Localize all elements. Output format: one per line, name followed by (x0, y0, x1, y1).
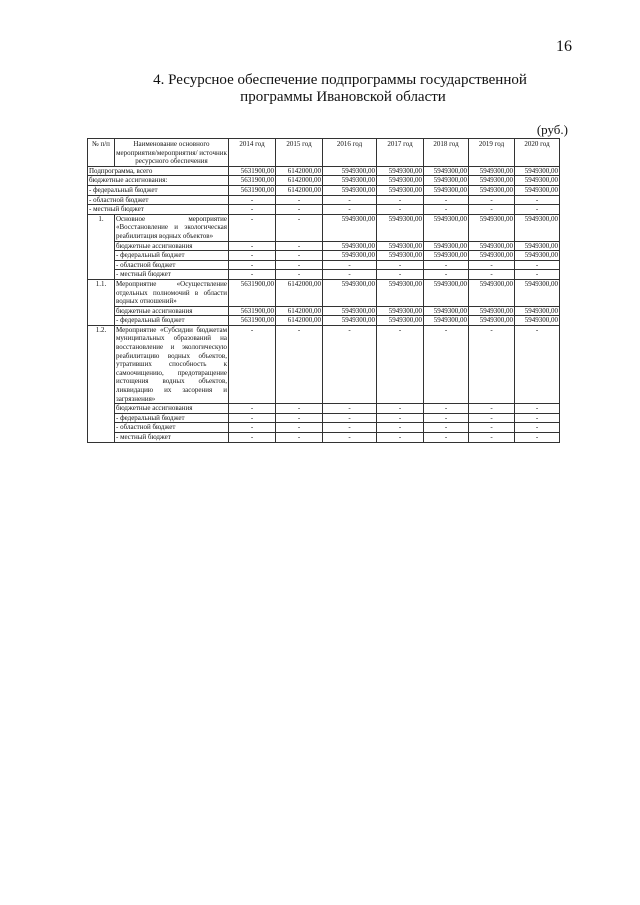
table-cell-value: - (323, 433, 377, 443)
table-cell-value: 5949300,00 (469, 251, 515, 261)
table-cell-value: - (276, 260, 323, 270)
title-line-2: программы Ивановской области (240, 89, 446, 105)
row-label: - местный бюджет (88, 205, 229, 215)
table-cell-value: 5949300,00 (469, 306, 515, 316)
table-cell-value: - (323, 195, 377, 205)
table-cell-value: 5949300,00 (377, 214, 424, 241)
table-subrow (88, 306, 560, 316)
table-subrow (88, 251, 560, 261)
table-cell-value: - (515, 423, 560, 433)
table-cell-value: - (377, 205, 424, 215)
table-cell-value: 5949300,00 (377, 241, 424, 251)
table-cell-value: - (229, 404, 276, 414)
table-cell-value: 5949300,00 (377, 166, 424, 176)
table-cell-value: - (469, 404, 515, 414)
table-cell-value: 5949300,00 (424, 306, 469, 316)
item-row (88, 279, 560, 306)
table-cell-value: - (323, 325, 377, 403)
table-cell-value: - (276, 241, 323, 251)
row-label: - местный бюджет (115, 433, 229, 443)
table-cell-value: 5949300,00 (323, 316, 377, 326)
header-year: 2017 год (377, 139, 424, 167)
table-cell-value: - (424, 205, 469, 215)
table-cell-value: - (323, 423, 377, 433)
table-cell-value: - (323, 260, 377, 270)
table-cell-value: 5949300,00 (515, 166, 560, 176)
table-cell-value: 5949300,00 (424, 251, 469, 261)
table-cell-value: 5949300,00 (424, 316, 469, 326)
table-cell-value: - (469, 423, 515, 433)
section-title (0, 72, 640, 106)
table-cell-value: 5949300,00 (424, 214, 469, 241)
table-cell-value: - (323, 413, 377, 423)
table-cell-value: - (377, 423, 424, 433)
table-cell-value: 5949300,00 (323, 166, 377, 176)
table-cell-value: - (424, 195, 469, 205)
table-cell-value: 6142000,00 (276, 306, 323, 316)
row-label: - федеральный бюджет (115, 251, 229, 261)
summary-row (88, 195, 560, 205)
table-cell-value: 6142000,00 (276, 279, 323, 306)
item-row (88, 325, 560, 403)
header-year: 2015 год (276, 139, 323, 167)
table-cell-value: - (229, 325, 276, 403)
table-cell-value: 5949300,00 (424, 241, 469, 251)
row-label: бюджетные ассигнования: (88, 176, 229, 186)
table-cell-value: 5949300,00 (469, 241, 515, 251)
table-cell-value: 6142000,00 (276, 185, 323, 195)
table-subrow (88, 423, 560, 433)
table-cell-value: 5949300,00 (515, 251, 560, 261)
table-cell-value: - (229, 260, 276, 270)
table-cell-value: 6142000,00 (276, 166, 323, 176)
table-cell-value: 5949300,00 (323, 176, 377, 186)
table-cell-value: - (377, 404, 424, 414)
table-cell-value: - (424, 260, 469, 270)
row-label: - федеральный бюджет (115, 413, 229, 423)
table-cell-value: 5949300,00 (377, 316, 424, 326)
table-cell-value: - (276, 195, 323, 205)
table-cell-value: 5949300,00 (424, 176, 469, 186)
table-cell-value: - (276, 404, 323, 414)
table-cell-value: - (276, 251, 323, 261)
table-cell-value: 5949300,00 (469, 166, 515, 176)
table-cell-value: - (515, 260, 560, 270)
table-cell-value: 5631900,00 (229, 185, 276, 195)
row-label: - областной бюджет (88, 195, 229, 205)
table-cell-value: 5949300,00 (323, 251, 377, 261)
table-cell-value: - (377, 325, 424, 403)
title-line-1: 4. Ресурсное обеспечение подпрограммы государственной (153, 72, 527, 88)
table-cell-value: 5631900,00 (229, 176, 276, 186)
item-row (88, 214, 560, 241)
header-year: 2014 год (229, 139, 276, 167)
table-cell-value: 5949300,00 (515, 279, 560, 306)
table-subrow (88, 260, 560, 270)
table-cell-value: 5949300,00 (424, 166, 469, 176)
header-num: № п/п (88, 139, 115, 167)
table-cell-value: 5949300,00 (323, 214, 377, 241)
item-description: Мероприятие «Субсидии бюджетам муниципальных образований на восстановление и экологическую реабилитацию водных объектов, утративших способность к самоочищению, предотвращение истощения водных объектов, ликвидацию их засорения и загрязнения» (116, 325, 227, 403)
row-label: бюджетные ассигнования (115, 404, 229, 414)
table-cell-value: 5949300,00 (377, 306, 424, 316)
table-cell-value: 5949300,00 (323, 185, 377, 195)
table-cell-value: - (229, 251, 276, 261)
summary-row (88, 176, 560, 186)
summary-row (88, 166, 560, 176)
table-cell-value: 5949300,00 (469, 316, 515, 326)
table-cell-value: - (377, 413, 424, 423)
table-cell-value: - (229, 195, 276, 205)
header-row (88, 139, 560, 167)
table-cell-value: - (229, 433, 276, 443)
summary-row (88, 185, 560, 195)
item-number: 1.1. (88, 279, 115, 325)
table-cell-value: - (515, 325, 560, 403)
table-cell-value: - (515, 205, 560, 215)
table-cell-value: 5949300,00 (469, 185, 515, 195)
table-cell-value: - (469, 413, 515, 423)
table-cell-value: - (377, 433, 424, 443)
table-cell-value: - (276, 325, 323, 403)
table-cell-value: - (323, 205, 377, 215)
table-cell-value: - (424, 423, 469, 433)
table-cell-value: - (276, 214, 323, 241)
table-cell-value: 5949300,00 (323, 306, 377, 316)
table-cell-value: 5949300,00 (377, 251, 424, 261)
header-year: 2019 год (469, 139, 515, 167)
resource-table (87, 138, 560, 443)
table-cell-value: 5949300,00 (377, 176, 424, 186)
row-label: Подпрограмма, всего (88, 166, 229, 176)
page-number: 16 (556, 38, 572, 55)
table-cell-value: 5949300,00 (515, 185, 560, 195)
row-label: - федеральный бюджет (115, 316, 229, 326)
row-label: - местный бюджет (115, 270, 229, 280)
table-cell-value: - (515, 413, 560, 423)
table-cell-value: - (229, 270, 276, 280)
table-cell-value: 5949300,00 (377, 279, 424, 306)
table-cell-value: - (469, 260, 515, 270)
table-cell-value: - (323, 404, 377, 414)
summary-row (88, 205, 560, 215)
table-cell-value: - (377, 270, 424, 280)
row-label: бюджетные ассигнования (115, 241, 229, 251)
header-year: 2018 год (424, 139, 469, 167)
table-cell-value: - (229, 413, 276, 423)
row-label: - областной бюджет (115, 260, 229, 270)
table-cell-value: - (469, 270, 515, 280)
unit-label: (руб.) (536, 122, 568, 137)
table-subrow (88, 413, 560, 423)
table-subrow (88, 316, 560, 326)
table-cell-value: - (229, 205, 276, 215)
table-cell-value: - (229, 241, 276, 251)
table-cell-value: 5949300,00 (424, 185, 469, 195)
table-cell-value: 5949300,00 (515, 316, 560, 326)
header-year: 2016 год (323, 139, 377, 167)
table-cell-value: 5949300,00 (469, 214, 515, 241)
table-cell-value: 5949300,00 (469, 176, 515, 186)
table-cell-value: - (469, 433, 515, 443)
table-cell-value: - (424, 413, 469, 423)
table-cell-value: 5949300,00 (424, 279, 469, 306)
table-cell-value: - (377, 195, 424, 205)
table-cell-value: 5949300,00 (515, 241, 560, 251)
table-cell-value: 5949300,00 (469, 279, 515, 306)
table-subrow (88, 270, 560, 280)
table-cell-value: 5949300,00 (515, 176, 560, 186)
row-label: - федеральный бюджет (88, 185, 229, 195)
table-cell-value: 6142000,00 (276, 316, 323, 326)
item-description: Основное мероприятие «Восстановление и экологическая реабилитация водных объектов» (116, 214, 227, 240)
table-cell-value: - (469, 205, 515, 215)
table-cell-value: - (276, 413, 323, 423)
table-subrow (88, 241, 560, 251)
row-label: - областной бюджет (115, 423, 229, 433)
table-cell-value: - (276, 423, 323, 433)
table-cell-value: 5949300,00 (377, 185, 424, 195)
table-cell-value: 6142000,00 (276, 176, 323, 186)
table-cell-value: 5949300,00 (515, 306, 560, 316)
table-cell-value: - (424, 404, 469, 414)
table-cell-value: - (515, 270, 560, 280)
table-cell-value: 5631900,00 (229, 306, 276, 316)
table-cell-value: - (469, 325, 515, 403)
table-cell-value: - (323, 270, 377, 280)
table-cell-value: 5949300,00 (515, 214, 560, 241)
table-cell-value: 5949300,00 (323, 279, 377, 306)
table-cell-value: - (469, 195, 515, 205)
table-cell-value: - (276, 270, 323, 280)
table-cell-value: - (515, 195, 560, 205)
header-name: Наименование основного мероприятия/мероприятия/ источник ресурсного обеспечения (116, 140, 227, 166)
table-cell-value: 5949300,00 (323, 241, 377, 251)
table-subrow (88, 433, 560, 443)
item-description: Мероприятие «Осуществление отдельных полномочий в области водных отношений» (116, 279, 227, 306)
table-cell-value: 5631900,00 (229, 166, 276, 176)
table-cell-value: - (229, 423, 276, 433)
table-cell-value: - (276, 433, 323, 443)
row-label: бюджетные ассигнования (115, 306, 229, 316)
table-cell-value: - (424, 433, 469, 443)
table-cell-value: - (377, 260, 424, 270)
table-cell-value: - (424, 270, 469, 280)
table-subrow (88, 404, 560, 414)
table-cell-value: - (229, 214, 276, 241)
item-number: 1. (88, 214, 115, 279)
table-cell-value: 5631900,00 (229, 316, 276, 326)
table-cell-value: - (515, 433, 560, 443)
item-number: 1.2. (88, 325, 115, 442)
table-cell-value: - (276, 205, 323, 215)
table-cell-value: - (424, 325, 469, 403)
table-cell-value: 5631900,00 (229, 279, 276, 306)
table-cell-value: - (515, 404, 560, 414)
header-year: 2020 год (515, 139, 560, 167)
